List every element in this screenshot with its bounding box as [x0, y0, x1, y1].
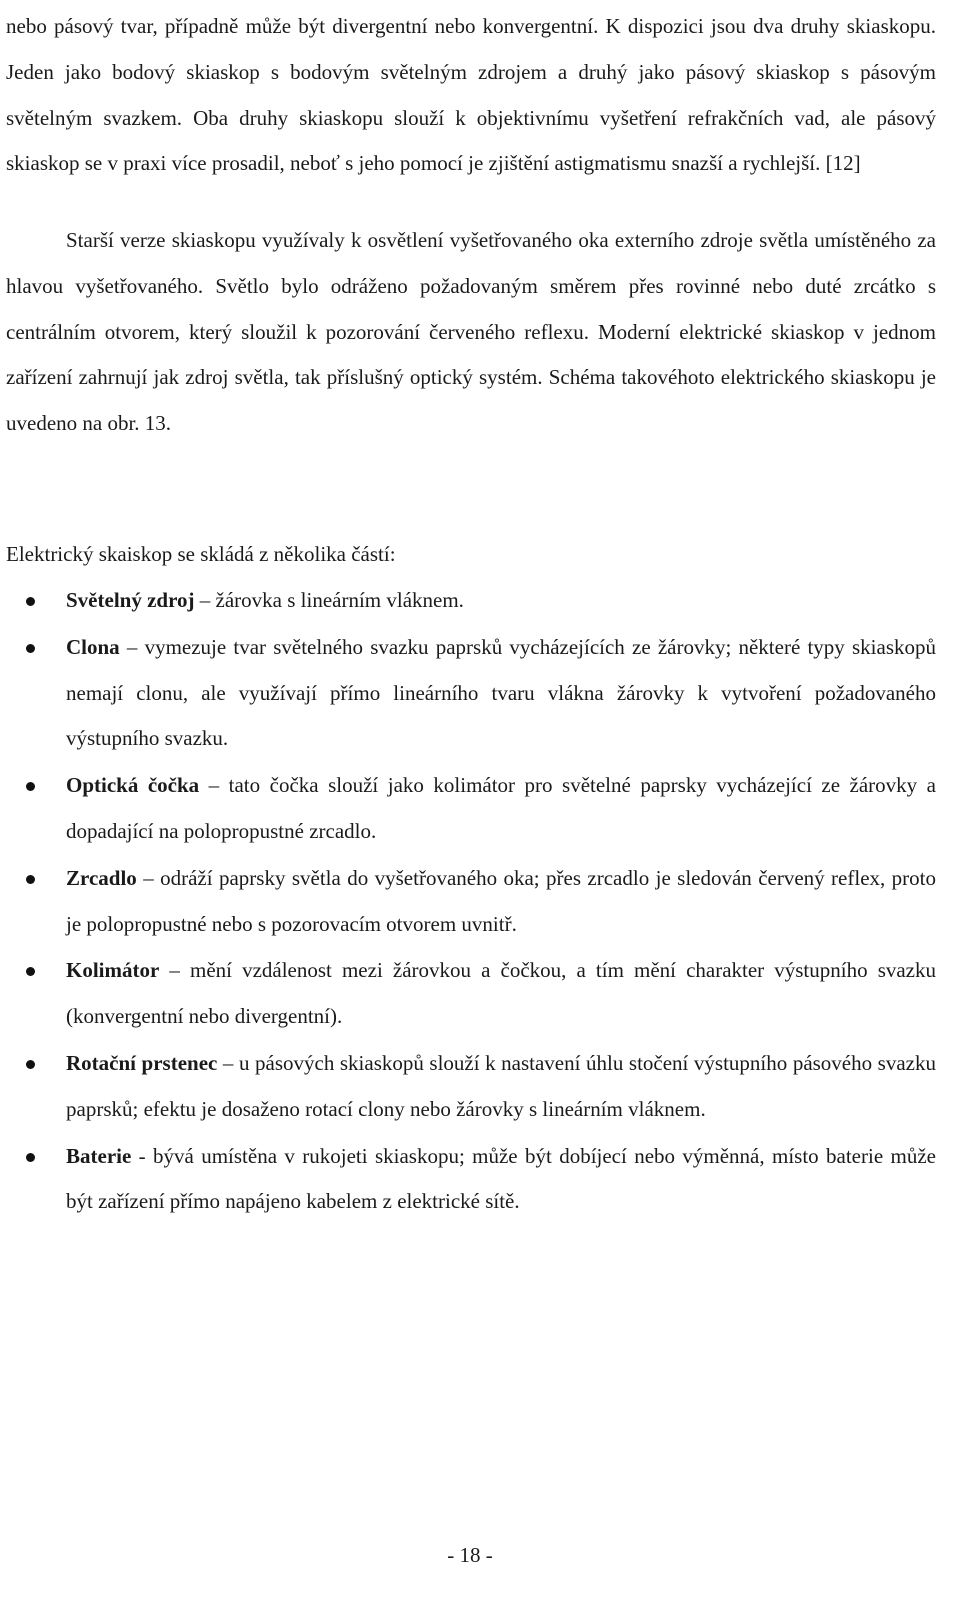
list-intro: Elektrický skaiskop se skládá z několika částí: — [6, 542, 396, 566]
list-item-term: Rotační prstenec — [66, 1050, 218, 1075]
list-item-term: Optická čočka — [66, 773, 200, 798]
list-item-separator: – — [199, 773, 229, 798]
list-item-separator: – — [217, 1050, 239, 1075]
list-item-separator: – — [194, 588, 216, 612]
list-item-text: vymezuje tvar světelného svazku paprsků vycházejících ze žárovky; některé typy skiaskopů nemají clonu, ale využívají přímo lineárního tvaru vlákna žárovky k vytvoření požadovaného výstupního svazku. — [66, 634, 936, 751]
list-item-separator: – — [159, 958, 190, 983]
list-item-text: bývá umístěna v rukojeti skiaskopu; může být dobíjecí nebo výměnná, místo baterie může být zařízení přímo napájeno kabelem z elektrické sítě. — [66, 1143, 936, 1214]
bullet-icon — [26, 782, 35, 791]
list-item — [0, 763, 940, 855]
list-item-text: žárovka s lineárním vláknem. — [215, 588, 464, 612]
paragraph-1: nebo pásový tvar, případně může být divergentní nebo konvergentní. K dispozici jsou dva druhy skiaskopu. Jeden jako bodový skiaskop s bodovým světelným zdrojem a druhý jako pásový skiaskop s pásovým světelným svazkem. Oba druhy skiaskopu slouží k objektivnímu vyšetření refrakčních vad, ale pásový skiaskop se v praxi více prosadil, neboť s jeho pomocí je zjištění astigmatismu snazší a rychlejší. [12] — [6, 14, 936, 176]
bullet-icon — [26, 875, 35, 884]
bullet-icon — [26, 597, 35, 606]
page-number: - 18 - — [447, 1543, 493, 1567]
list-item — [0, 1041, 940, 1133]
list-item — [0, 578, 940, 624]
list-item-text: mění vzdálenost mezi žárovkou a čočkou, a tím mění charakter výstupního svazku (konvergentní nebo divergentní). — [66, 958, 937, 1029]
list-item — [0, 856, 940, 948]
paragraph-2: Starší verze skiaskopu využívaly k osvětlení vyšetřovaného oka externího zdroje světla umístěného za hlavou vyšetřovaného. Světlo bylo odráženo požadovaným směrem přes rovinné nebo duté zrcátko s centrálním otvorem, který sloužil k pozorování červeného reflexu. Moderní elektrické skiaskop v jednom zařízení zahrnují jak zdroj světla, tak příslušný optický systém. Schéma takovéhoto elektrického skiaskopu je uvedeno na obr. 13. — [6, 228, 936, 436]
list-item — [0, 948, 940, 1040]
list-item-separator: - — [131, 1143, 154, 1168]
list-item-term: Kolimátor — [66, 958, 160, 983]
bullet-icon — [26, 1153, 35, 1162]
list-item-term: Zrcadlo — [66, 865, 137, 890]
bullet-icon — [26, 967, 35, 976]
list-item-text: odráží paprsky světla do vyšetřovaného oka; přes zrcadlo je sledován červený reflex, proto je polopropustné nebo s pozorovacím otvorem uvnitř. — [66, 865, 936, 936]
bullet-icon — [26, 644, 35, 653]
list-item-term: Světelný zdroj — [66, 588, 195, 612]
list-item-separator: – — [119, 634, 145, 659]
list-item-term: Baterie — [66, 1143, 132, 1168]
list-item-text: tato čočka slouží jako kolimátor pro světelné paprsky vycházející ze žárovky a dopadající na polopropustné zrcadlo. — [66, 773, 936, 843]
list-item-separator: – — [136, 865, 161, 890]
bullet-icon — [26, 1060, 35, 1069]
list-item-term: Clona — [66, 634, 120, 659]
component-list — [0, 578, 940, 1225]
list-item — [0, 625, 940, 762]
list-item-text: u pásových skiaskopů slouží k nastavení úhlu stočení výstupního pásového svazku paprsků; efektu je dosaženo rotací clony nebo žárovky s lineárním vláknem. — [66, 1050, 936, 1121]
list-item — [0, 1134, 940, 1226]
